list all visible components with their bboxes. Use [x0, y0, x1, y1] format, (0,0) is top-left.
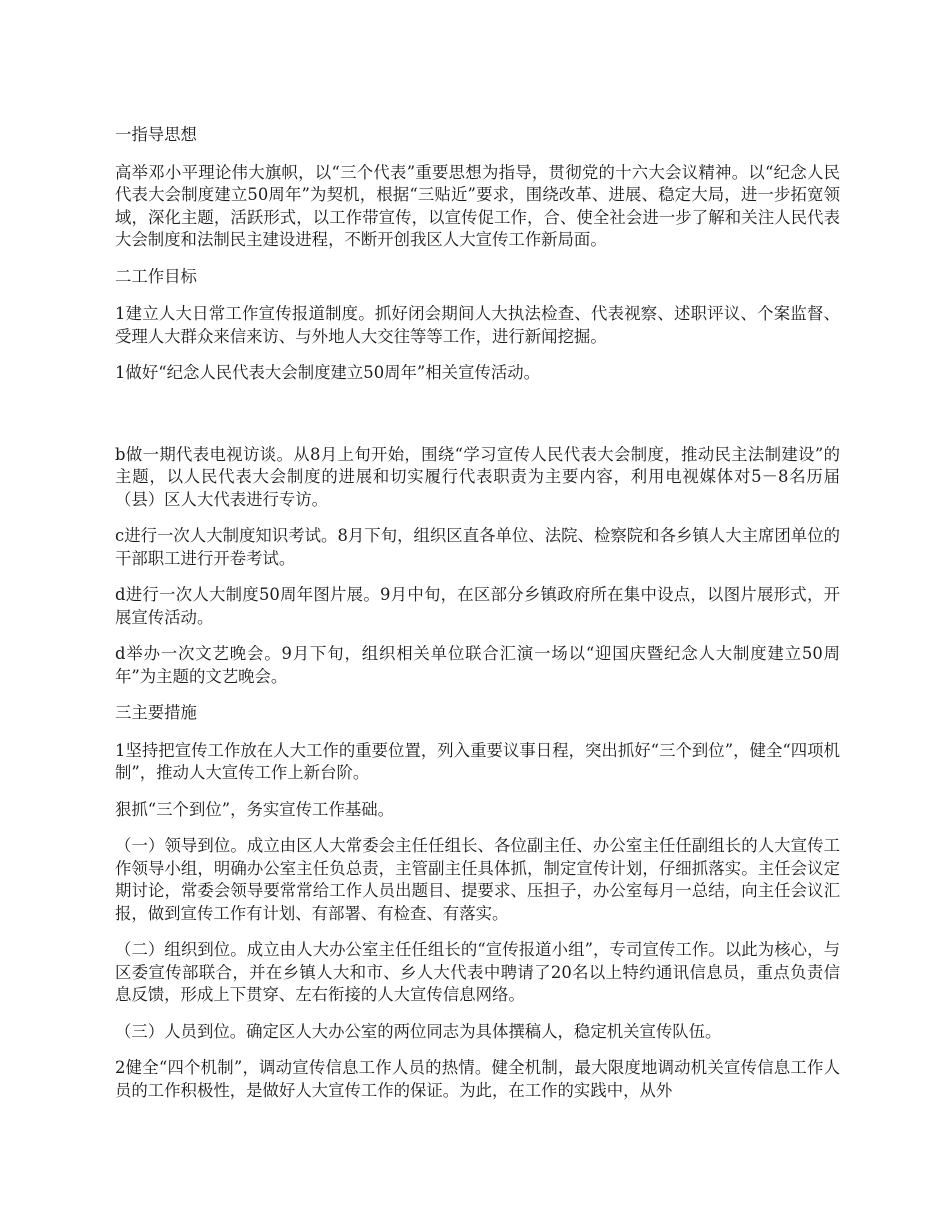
section-heading-main-measures: 三主要措施	[115, 703, 197, 722]
paragraph-goal-anniversary: 1做好“纪念人民代表大会制度建立50周年”相关宣传活动。	[115, 363, 541, 382]
paragraph-personnel-in-place: （三）人员到位。确定区人大办公室的两位同志为具体撰稿人，稳定机关宣传队伍。	[115, 1021, 722, 1041]
paragraph-leadership-in-place: （一）领导到位。成立由区人大常委会主任任组长、各位副主任、办公室主任任副组长的人大宣传工作领导小组，明确办公室主任负总责，主管副主任具体抓，制定宣传计划，仔细抓落实。主任会议定期讨论，常委会领导要常常给工作人员出题目、提要求、压担子，办公室每月一总结，向主任会议汇报，做到宣传工作有计划、有部署、有检查、有落实。	[115, 836, 840, 923]
section-heading-guiding-thought: 一指导思想	[115, 125, 197, 144]
document-body	[115, 124, 840, 1116]
blank-gap	[115, 399, 840, 444]
paragraph-measure-priority: 1坚持把宣传工作放在人大工作的重要位置，列入重要议事日程，突出抓好“三个到位”，健全“四项机制”，推动人大宣传工作上新台阶。	[115, 740, 840, 782]
paragraph-tv-interview: b做一期代表电视访谈。从8月上旬开始，围绕“学习宣传人民代表大会制度，推动民主法制建设”的主题，以人民代表大会制度的进展和切实履行代表职责为主要内容，利用电视媒体对5－8名历届（县）区人大代表进行专访。	[115, 444, 840, 509]
paragraph-art-evening: d举办一次文艺晚会。9月下旬，组织相关单位联合汇演一场以“迎国庆暨纪念人大制度建立50周年”为主题的文艺晚会。	[115, 644, 840, 686]
paragraph-four-mechanisms: 2健全“四个机制”，调动宣传信息工作人员的热情。健全机制，最大限度地调动机关宣传信息工作人员的工作积极性，是做好人大宣传工作的保证。为此，在工作的实践中，从外	[115, 1058, 840, 1100]
paragraph-guiding-thought: 高举邓小平理论伟大旗帜，以“三个代表”重要思想为指导，贯彻党的十六大会议精神。以“纪念人民代表大会制度建立50周年”为契机，根据“三贴近”要求，围绕改革、进展、稳定大局，进一步拓宽领域，深化主题，活跃形式，以工作带宣传，以宣传促工作，合、使全社会进一步了解和关注人民代表大会制度和法制民主建设进程，不断开创我区人大宣传工作新局面。	[115, 162, 840, 249]
paragraph-photo-exhibition: d进行一次人大制度50周年图片展。9月中旬，在区部分乡镇政府所在集中设点，以图片展形式，开展宣传活动。	[115, 585, 840, 627]
paragraph-organization-in-place: （二）组织到位。成立由人大办公室主任任组长的“宣传报道小组”，专司宣传工作。以此为核心，与区委宣传部联合，并在乡镇人大和市、乡人大代表中聘请了20名以上特约通讯信息员，重点负责信息反馈，形成上下贯穿、左右衔接的人大宣传信息网络。	[115, 940, 840, 1004]
paragraph-knowledge-exam: c进行一次人大制度知识考试。8月下旬，组织区直各单位、法院、检察院和各乡镇人大主席团单位的干部职工进行开卷考试。	[115, 526, 840, 568]
section-heading-work-goals: 二工作目标	[115, 266, 197, 286]
paragraph-goal-daily-reporting: 1建立人大日常工作宣传报道制度。抓好闭会期间人大执法检查、代表视察、述职评议、个案监督、受理人大群众来信来访、与外地人大交往等等工作，进行新闻挖掘。	[115, 304, 840, 346]
paragraph-three-in-place: 狠抓“三个到位”，务实宣传工作基础。	[115, 799, 395, 819]
